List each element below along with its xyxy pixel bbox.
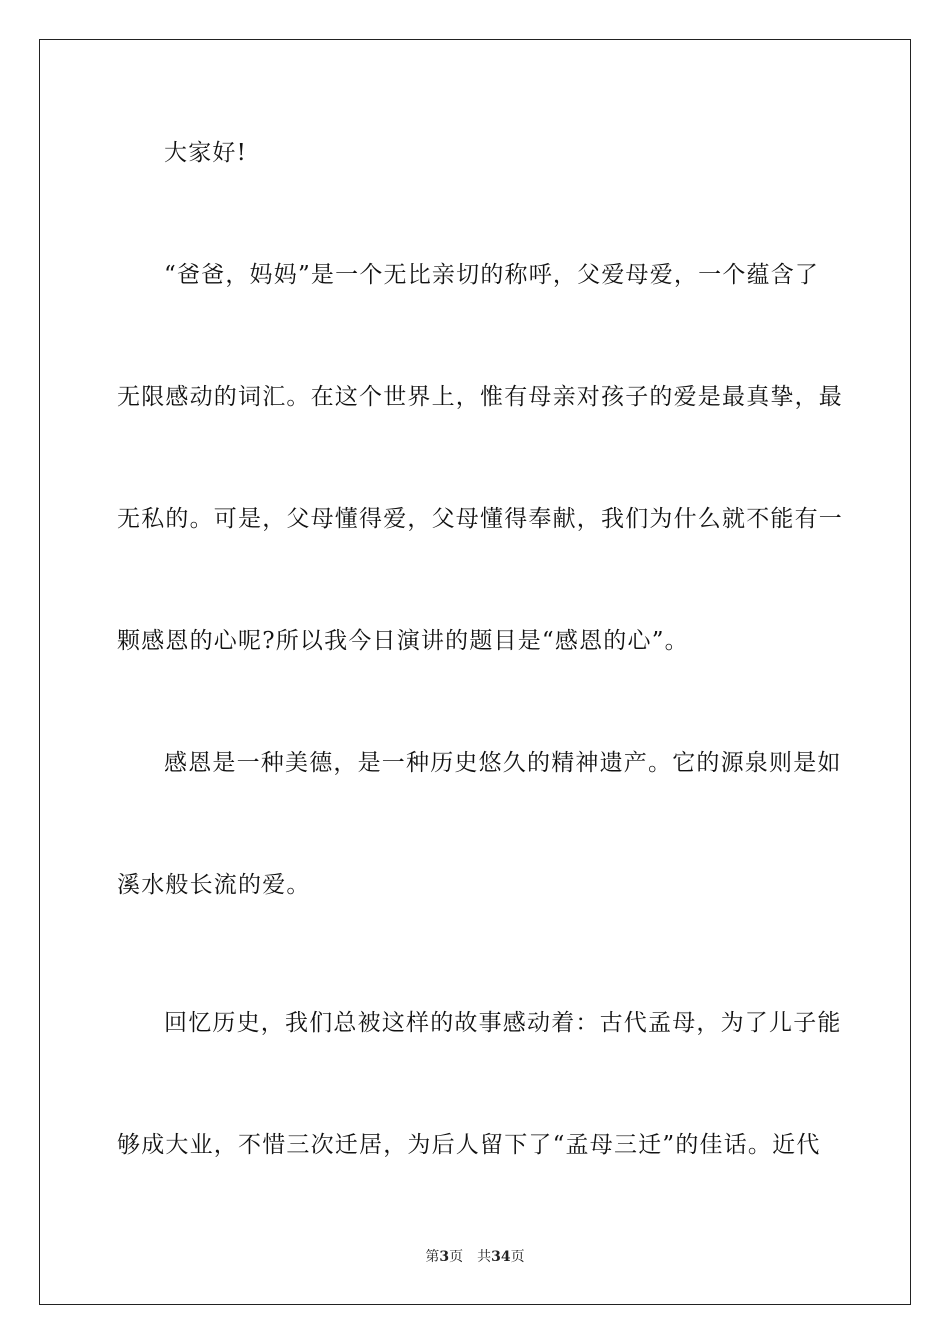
paragraph-1-line-4: 颗感恩的心呢?所以我今日演讲的题目是“感恩的心”。 xyxy=(117,628,689,654)
page-footer xyxy=(0,1248,950,1266)
paragraph-1-line-1: “爸爸，妈妈”是一个无比亲切的称呼，父爱母爱，一个蕴含了 xyxy=(164,262,820,288)
footer-page-number: 3 xyxy=(439,1249,450,1265)
footer-page-suffix: 页 xyxy=(449,1249,464,1265)
footer-total-number: 34 xyxy=(491,1249,511,1265)
paragraph-2-line-1: 感恩是一种美德，是一种历史悠久的精神遗产。它的源泉则是如 xyxy=(164,750,842,776)
paragraph-3-line-1: 回忆历史，我们总被这样的故事感动着：古代孟母，为了儿子能 xyxy=(164,1010,842,1036)
footer-total-suffix: 页 xyxy=(510,1249,525,1265)
footer-total-prefix: 共 xyxy=(477,1249,492,1265)
paragraph-3-line-2: 够成大业，不惜三次迁居，为后人留下了“孟母三迁”的佳话。近代 xyxy=(117,1132,821,1158)
footer-page-prefix: 第 xyxy=(425,1249,440,1265)
page-border xyxy=(39,39,911,1305)
paragraph-1-line-3: 无私的。可是，父母懂得爱，父母懂得奉献，我们为什么就不能有一 xyxy=(117,506,843,532)
paragraph-1-line-2: 无限感动的词汇。在这个世界上，惟有母亲对孩子的爱是最真挚，最 xyxy=(117,384,843,410)
paragraph-2-line-2: 溪水般长流的爱。 xyxy=(117,872,311,898)
greeting-line: 大家好! xyxy=(164,140,248,166)
